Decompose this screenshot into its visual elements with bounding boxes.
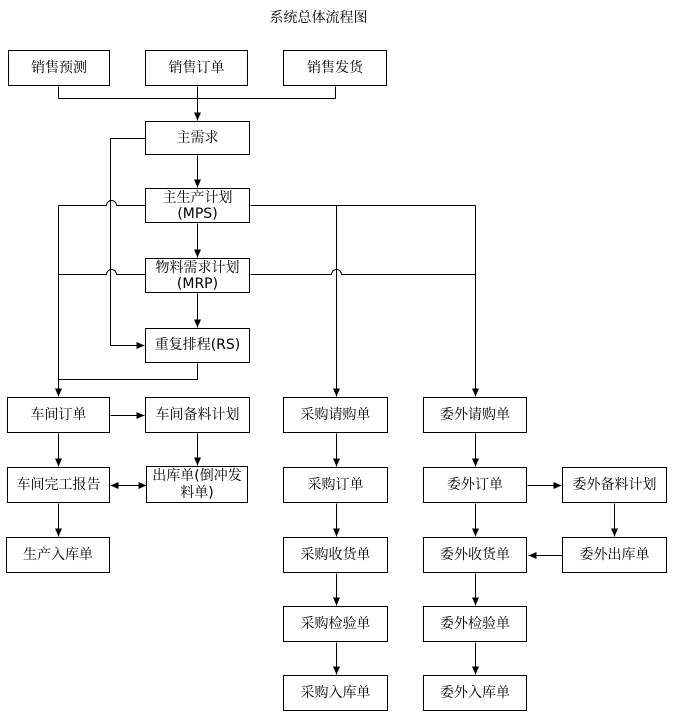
node-outsource-receipt: [423, 537, 527, 573]
edge-mrp-left: [59, 270, 146, 275]
node-mps: [145, 188, 250, 223]
node-label: 生产入库单: [23, 546, 93, 563]
node-outsource-inspection: [423, 606, 527, 642]
edge-rs-bottom: [59, 364, 198, 380]
node-label: 采购检验单: [300, 615, 371, 632]
node-sublabel: (MRP): [176, 275, 219, 292]
node-label: 委外检验单: [440, 615, 510, 632]
node-label: 车间完工报告: [16, 476, 101, 493]
node-master-demand: [145, 121, 250, 155]
node-outsource-inbound: [423, 675, 527, 711]
node-sales-forecast: [8, 50, 110, 86]
node-outsource-material-plan: [562, 467, 667, 503]
node-mrp: [145, 258, 250, 293]
node-sublabel: (MPS): [177, 205, 218, 222]
node-label: 委外出库单: [579, 546, 650, 563]
node-label: 采购收货单: [300, 546, 371, 563]
node-label: 重复排程(RS): [154, 337, 241, 353]
node-outsource-order: [423, 467, 527, 503]
node-label: 销售预测: [31, 59, 87, 76]
node-shop-order: [7, 397, 110, 433]
node-outsource-outbound: [562, 537, 667, 573]
node-label: 主需求: [176, 129, 219, 146]
node-label: 委外请购单: [440, 406, 510, 423]
node-purchase-receipt: [283, 537, 388, 573]
node-label: 采购入库单: [300, 684, 371, 701]
node-purchase-requisition: [283, 397, 388, 433]
node-label: 委外订单: [447, 476, 503, 493]
edge-master-demand-to-rs: [111, 139, 146, 346]
node-label: 采购请购单: [300, 406, 371, 423]
node-purchase-inbound: [283, 675, 388, 711]
node-sales-order: [145, 50, 248, 86]
node-label: 物料需求计划: [155, 259, 240, 276]
node-label: 出库单(倒冲发料单): [152, 467, 242, 501]
node-outbound-backflush: [146, 466, 248, 503]
node-shop-completion-report: [7, 467, 110, 503]
node-purchase-order: [283, 467, 388, 503]
node-label: 车间备料计划: [155, 406, 240, 423]
node-label: 销售发货: [307, 59, 363, 76]
node-label: 车间订单: [30, 406, 87, 423]
node-sales-shipment: [283, 50, 387, 86]
node-label: 委外入库单: [440, 684, 510, 701]
node-purchase-inspection: [283, 606, 388, 642]
edge-mps-left: [59, 201, 146, 206]
node-label: 销售订单: [168, 59, 225, 76]
edge-mrp-right: [251, 270, 476, 275]
node-label: 委外收货单: [440, 546, 510, 563]
node-label: 采购订单: [307, 476, 364, 493]
node-outsource-requisition: [423, 397, 527, 433]
node-label: 委外备料计划: [572, 476, 657, 493]
node-production-inbound: [6, 537, 110, 573]
node-shop-material-plan: [145, 397, 250, 433]
node-rs: [145, 328, 250, 363]
node-label: 主生产计划: [162, 189, 233, 206]
diagram-title: 系统总体流程图: [269, 10, 368, 26]
